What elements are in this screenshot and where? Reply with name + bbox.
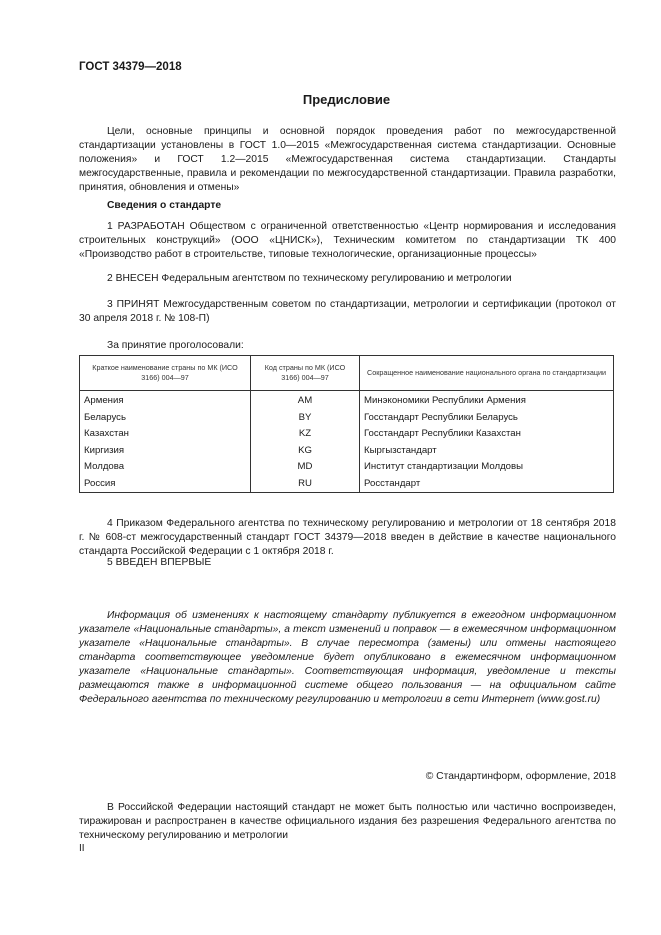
table-header-row bbox=[80, 356, 614, 391]
cell-code: RU bbox=[251, 476, 360, 493]
votes-caption: За принятие проголосовали: bbox=[107, 340, 244, 351]
copyright-notice: © Стандартинформ, оформление, 2018 bbox=[425, 771, 616, 782]
column-header-country: Краткое наименование страны по МК (ИСО 3166) 004—97 bbox=[80, 356, 251, 391]
cell-body: Госстандарт Республики Казахстан bbox=[360, 426, 614, 443]
cell-code: KG bbox=[251, 443, 360, 460]
item-introduced: 2 ВНЕСЕН Федеральным агентством по техническому регулированию и метрологии bbox=[107, 273, 512, 284]
cell-body: Минэкономики Республики Армения bbox=[360, 391, 614, 410]
cell-code: MD bbox=[251, 459, 360, 476]
table-row bbox=[80, 476, 614, 493]
cell-country: Армения bbox=[80, 391, 251, 410]
table-row bbox=[80, 410, 614, 427]
table-row bbox=[80, 443, 614, 460]
page-number: II bbox=[79, 843, 85, 854]
intro-paragraph: Цели, основные принципы и основной порядок проведения работ по межгосударственной стандартизации установлены в ГОСТ 1.0—2015 «Межгосударственная система стандартизации. Основные положения» и ГОСТ 1.2—2015 «Межгосударственная система стандартизации. Стандарты межгосударственные, правила и рекомендации по межгосударственной стандартизации. Правила разработки, принятия, обновления и отмены» bbox=[79, 126, 616, 193]
cell-country: Киргизия bbox=[80, 443, 251, 460]
cell-body: Госстандарт Республики Беларусь bbox=[360, 410, 614, 427]
item-enacted: 4 Приказом Федерального агентства по техническому регулированию и метрологии от 18 сентября 2018 г. № 608-ст межгосударственный стандарт ГОСТ 34379—2018 введен в действие в качестве национального стандарта Российской Федерации с 1 октября 2018 г. bbox=[79, 518, 616, 557]
cell-body: Росстандарт bbox=[360, 476, 614, 493]
cell-country: Казахстан bbox=[80, 426, 251, 443]
table-row bbox=[80, 426, 614, 443]
cell-code: AM bbox=[251, 391, 360, 410]
info-notice: Информация об изменениях к настоящему стандарту публикуется в ежегодном информационном указателе «Национальные стандарты», а текст изменений и поправок — в ежемесячном информационном указателе «Национальные стандарты». В случае пересмотра (замены) или отмены настоящего стандарта соответствующее уведомление будет опубликовано в ежемесячном информационном указателе «Национальные стандарты». Соответствующая информация, уведомление и тексты размещаются также в информационной системе общего пользования — на официальном сайте Федерального агентства по техническому регулированию и метрологии в сети Интернет (www.gost.ru) bbox=[79, 610, 616, 705]
cell-country: Молдова bbox=[80, 459, 251, 476]
item-developed: 1 РАЗРАБОТАН Обществом с ограниченной ответственностью «Центр нормирования и исследования строительных конструкций» (ООО «ЦНИСК»), Техническим комитетом по стандартизации ТК 400 «Производство работ в строительстве, типовые технологические, организационные процессы» bbox=[79, 221, 616, 260]
cell-country: Беларусь bbox=[80, 410, 251, 427]
votes-table bbox=[79, 355, 614, 493]
table-row bbox=[80, 459, 614, 476]
item-first-time: 5 ВВЕДЕН ВПЕРВЫЕ bbox=[107, 557, 212, 568]
section-heading: Сведения о стандарте bbox=[107, 200, 222, 211]
table-row bbox=[80, 391, 614, 410]
column-header-body: Сокращенное наименование национального органа по стандартизации bbox=[360, 356, 614, 391]
document-code: ГОСТ 34379—2018 bbox=[79, 61, 182, 73]
cell-code: BY bbox=[251, 410, 360, 427]
item-adopted: 3 ПРИНЯТ Межгосударственным советом по стандартизации, метрологии и сертификации (протокол от 30 апреля 2018 г. № 108-П) bbox=[79, 299, 616, 324]
cell-code: KZ bbox=[251, 426, 360, 443]
cell-body: Кыргызстандарт bbox=[360, 443, 614, 460]
cell-country: Россия bbox=[80, 476, 251, 493]
cell-body: Институт стандартизации Молдовы bbox=[360, 459, 614, 476]
column-header-code: Код страны по МК (ИСО 3166) 004—97 bbox=[251, 356, 360, 391]
page-title: Предисловие bbox=[302, 92, 391, 107]
reproduction-notice: В Российской Федерации настоящий стандарт не может быть полностью или частично воспроизведен, тиражирован и распространен в качестве официального издания без разрешения Федерального агентства по техническому регулированию и метрологии bbox=[79, 802, 616, 841]
